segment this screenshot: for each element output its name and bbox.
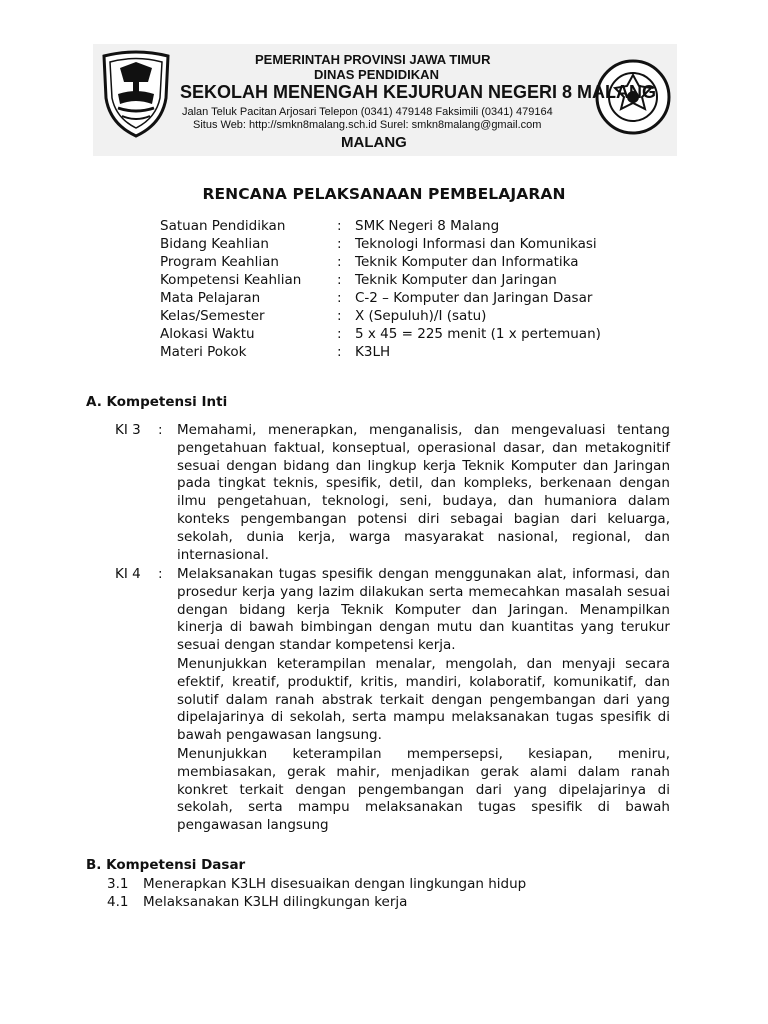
info-colon: : [337, 326, 342, 342]
ki4-label: KI 4 [115, 566, 141, 582]
info-colon: : [337, 236, 342, 252]
kd-number: 3.1 [107, 876, 129, 892]
ki4-paragraph-1: Melaksanakan tugas spesifik dengan menggunakan alat, informasi, dan prosedur kerja yang lazim dilakukan serta memecahkan masalah sesuai dengan bidang kerja Teknik Komputer dan Jaringan. Menampilkan kinerja di bawah bimbingan dengan mutu dan kuantitas yang terukur sesuai dengan standar kompetensi kerja. [177, 566, 670, 654]
info-value: K3LH [355, 344, 391, 360]
letterhead-school-name: SEKOLAH MENENGAH KEJURUAN NEGERI 8 MALANG [180, 82, 657, 102]
provincial-seal-logo [96, 48, 176, 140]
section-heading-kompetensi-inti: A. Kompetensi Inti [86, 394, 228, 410]
document-title: RENCANA PELAKSANAAN PEMBELAJARAN [202, 185, 566, 203]
ki3-label: KI 3 [115, 422, 141, 438]
info-value: Teknologi Informasi dan Komunikasi [355, 236, 597, 252]
ki4-paragraph-3: Menunjukkan keterampilan mempersepsi, kesiapan, meniru, membiasakan, gerak mahir, menjadikan gerak alami dalam ranah konkret terkait dengan pengembangan dari yang dipelajarinya di sekolah, serta mampu melaksanakan tugas spesifik di bawah pengawasan langsung [177, 746, 670, 834]
info-label: Alokasi Waktu [160, 326, 255, 342]
info-colon: : [337, 218, 342, 234]
section-heading-kompetensi-dasar: B. Kompetensi Dasar [86, 857, 246, 873]
ki3-text: Memahami, menerapkan, menganalisis, dan mengevaluasi tentang pengetahuan faktual, konseptual, operasional dasar, dan metakognitif sesuai dengan bidang dan lingkup kerja Teknik Komputer dan Jaringan pada tingkat teknis, spesifik, detil, dan kompleks, berkenaan dengan ilmu pengetahuan, teknologi, seni, budaya, dan humaniora dalam konteks pengembangan potensi diri sebagai bagian dari keluarga, sekolah, dunia kerja, warga masyarakat nasional, regional, dan internasional. [177, 422, 670, 563]
info-label: Materi Pokok [160, 344, 247, 360]
info-colon: : [337, 290, 342, 306]
info-value: X (Sepuluh)/I (satu) [355, 308, 487, 324]
info-label: Program Keahlian [160, 254, 279, 270]
kd-text: Melaksanakan K3LH dilingkungan kerja [143, 894, 408, 910]
kd-number: 4.1 [107, 894, 129, 910]
info-colon: : [337, 344, 342, 360]
letterhead-government: PEMERINTAH PROVINSI JAWA TIMUR [255, 52, 491, 67]
info-label: Satuan Pendidikan [160, 218, 286, 234]
info-value: 5 x 45 = 225 menit (1 x pertemuan) [355, 326, 601, 342]
info-label: Kelas/Semester [160, 308, 265, 324]
info-label: Kompetensi Keahlian [160, 272, 302, 288]
info-colon: : [337, 254, 342, 270]
info-value: Teknik Komputer dan Jaringan [355, 272, 557, 288]
info-colon: : [337, 308, 342, 324]
info-label: Mata Pelajaran [160, 290, 261, 306]
letterhead-department: DINAS PENDIDIKAN [314, 67, 439, 82]
info-value: Teknik Komputer dan Informatika [355, 254, 579, 270]
info-value: C-2 – Komputer dan Jaringan Dasar [355, 290, 593, 306]
letterhead-city: MALANG [341, 134, 407, 151]
info-colon: : [337, 272, 342, 288]
letterhead-address: Jalan Teluk Pacitan Arjosari Telepon (0341) 479148 Faksimili (0341) 479164 [182, 106, 553, 118]
letterhead-web: Situs Web: http://smkn8malang.sch.id Surel: smkn8malang@gmail.com [193, 119, 542, 131]
info-label: Bidang Keahlian [160, 236, 269, 252]
info-value: SMK Negeri 8 Malang [355, 218, 500, 234]
ki3-colon: : [158, 422, 163, 438]
ki4-paragraph-2: Menunjukkan keterampilan menalar, mengolah, dan menyaji secara efektif, kreatif, produktif, kritis, mandiri, kolaboratif, komunikatif, dan solutif dalam ranah abstrak terkait dengan pengembangan dari yang dipelajarinya di sekolah, serta mampu melaksanakan tugas spesifik di bawah pengawasan langsung. [177, 656, 670, 744]
kd-text: Menerapkan K3LH disesuaikan dengan lingkungan hidup [143, 876, 527, 892]
ki4-colon: : [158, 566, 163, 582]
